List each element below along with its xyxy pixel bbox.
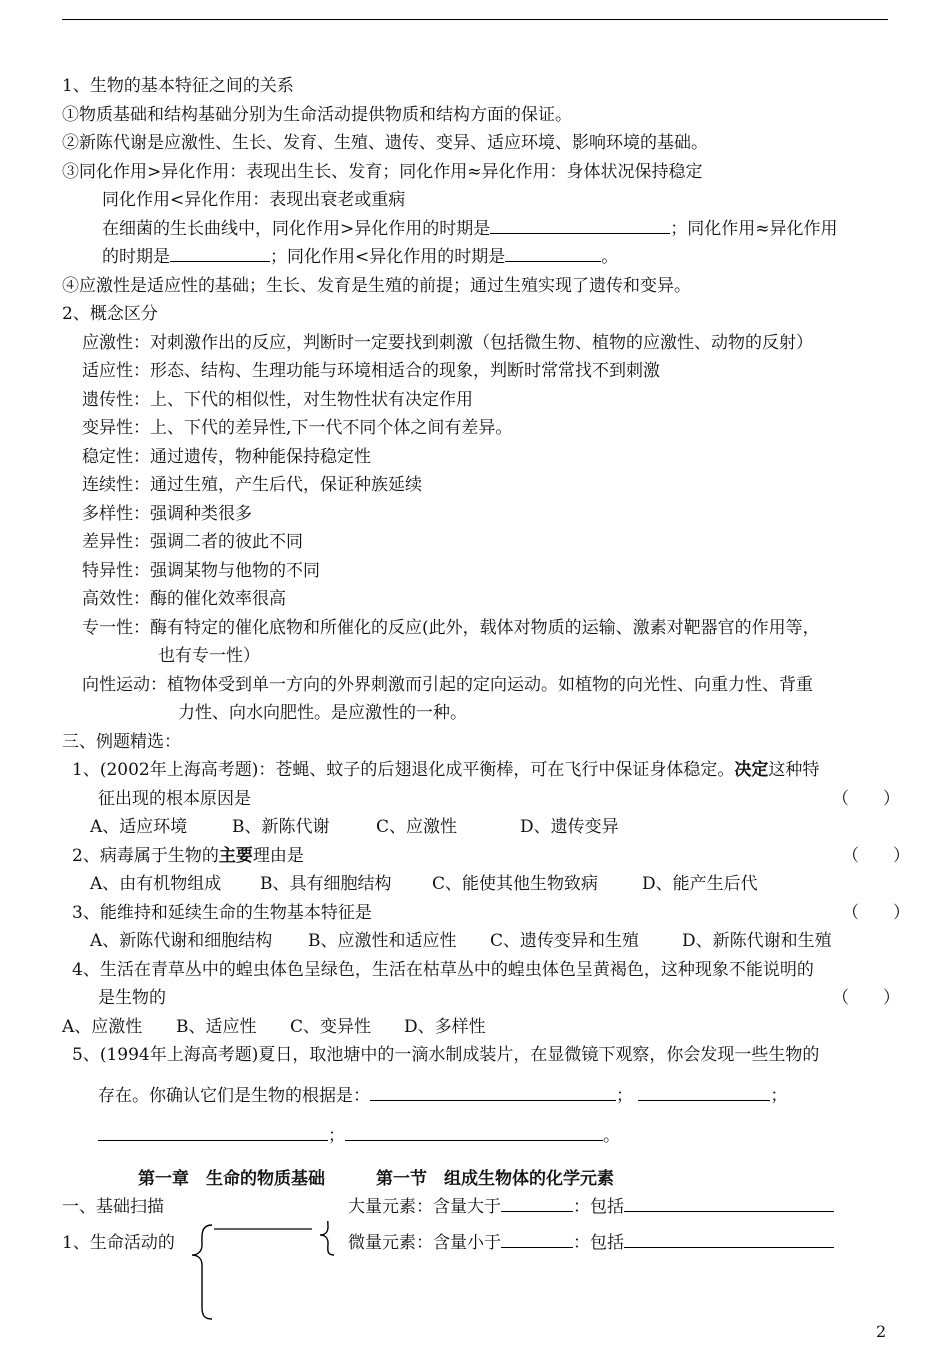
def-irritability: 应激性：对刺激作出的反应，判断时一定要找到刺激（包括微生物、植物的应激性、动物的反射）: [82, 332, 813, 353]
bacteria-curve-question-cont: [62, 243, 892, 272]
question-5-cont: [62, 1082, 892, 1111]
answer-paren-1[interactable]: （ ）: [832, 788, 900, 809]
question-5: 5、(1994年上海高考题)夏日，取池塘中的一滴水制成装片，在显微镜下观察，你会发现一些生物的: [72, 1045, 820, 1065]
question-1-options: [62, 813, 892, 842]
macro-list-blank[interactable]: [624, 1194, 834, 1212]
def-continuity: 连续性：通过生殖，产生后代，保证种族延续: [82, 475, 422, 495]
bacteria-text-e: 。: [601, 247, 619, 267]
option-a[interactable]: A、适应环境: [90, 817, 188, 837]
option-a[interactable]: A、应激性: [62, 1016, 143, 1037]
question-3-text: 3、能维持和延续生命的生物基本特征是: [72, 902, 372, 923]
question-4-cont: [62, 984, 900, 1013]
answer-blank-3[interactable]: [505, 244, 601, 262]
question-3-options: [62, 927, 892, 956]
answer-paren-4[interactable]: （ ）: [832, 988, 900, 1008]
relation-2: ②新陈代谢是应激性、生长、发育、生殖、遗传、变异、适应环境、影响环境的基础。: [62, 133, 708, 153]
option-b[interactable]: B、新陈代谢: [232, 817, 330, 837]
header-rule: [62, 19, 888, 20]
relation-3-cont: 同化作用<异化作用：表现出衰老或重病: [102, 190, 406, 210]
micro-list-blank[interactable]: [624, 1230, 834, 1248]
answer-blank-4[interactable]: [370, 1083, 616, 1101]
question-2-options: [62, 870, 892, 899]
section-2-title: 2、概念区分: [62, 304, 158, 324]
option-c[interactable]: C、应激性: [376, 817, 458, 837]
bacteria-text-d: ；同化作用<异化作用的时期是: [270, 247, 506, 267]
question-2: [62, 842, 910, 871]
question-5-stem: 存在。你确认它们是生物的根据是：: [98, 1085, 370, 1106]
chapter-heading: 第一章 生命的物质基础 第一节 组成生物体的化学元素: [138, 1168, 614, 1189]
def-heredity: 遗传性：上、下代的相似性，对生物性状有决定作用: [82, 389, 473, 410]
question-1-text-end: 这种特: [768, 760, 820, 780]
answer-blank-1[interactable]: [490, 216, 670, 234]
option-d[interactable]: D、能产生后代: [642, 874, 758, 894]
option-c[interactable]: C、遗传变异和生殖: [490, 931, 640, 951]
def-difference: 差异性：强调二者的彼此不同: [82, 532, 303, 552]
option-b[interactable]: B、应激性和适应性: [308, 931, 457, 951]
question-2-emphasis: 主要: [218, 845, 253, 866]
answer-blank-7[interactable]: [345, 1123, 603, 1141]
macro-threshold-blank[interactable]: [501, 1194, 573, 1212]
element-classification-diagram: [62, 1193, 892, 1323]
relation-3: ③同化作用>异化作用：表现出生长、发育；同化作用≈异化作用：身体状况保持稳定: [62, 161, 703, 182]
option-a[interactable]: A、由有机物组成: [90, 874, 222, 894]
basic-scan-heading: 一、基础扫描: [62, 1197, 164, 1217]
relation-1: ①物质基础和结构基础分别为生命活动提供物质和结构方面的保证。: [62, 104, 572, 125]
answer-paren-2[interactable]: （ ）: [842, 845, 910, 866]
answer-blank-6[interactable]: [98, 1123, 328, 1141]
question-4-options: [62, 1013, 892, 1042]
question-5-cont-2: [62, 1122, 892, 1151]
brace-diagram: [192, 1221, 342, 1321]
bacteria-curve-question: [62, 215, 892, 244]
macro-includes-label: ：包括: [573, 1197, 624, 1217]
def-substrate-specificity-cont: 也有专一性）: [158, 646, 260, 666]
question-1-stem: 征出现的根本原因是: [98, 788, 251, 809]
option-b[interactable]: B、具有细胞结构: [260, 874, 392, 894]
macro-elements-row: [348, 1193, 834, 1222]
document-body: [62, 72, 910, 1323]
def-tropism: 向性运动：植物体受到单一方向的外界刺激而引起的定向运动。如植物的向光性、向重力性、背重: [82, 674, 813, 695]
def-adaptability: 适应性：形态、结构、生理功能与环境相适合的现象，判断时常常找不到刺激: [82, 361, 660, 381]
relation-4: ④应激性是适应性的基础；生长、发育是生殖的前提；通过生殖实现了遗传和变异。: [62, 275, 691, 296]
question-1: [62, 756, 892, 785]
macro-elements-label: 大量元素：含量大于: [348, 1197, 501, 1217]
inner-brace: [320, 1221, 334, 1255]
option-d[interactable]: D、多样性: [404, 1016, 486, 1037]
question-1-cont: [62, 785, 900, 814]
period: 。: [603, 1126, 620, 1146]
micro-threshold-blank[interactable]: [501, 1230, 573, 1248]
micro-includes-label: ：包括: [573, 1233, 624, 1253]
micro-elements-label: 微量元素：含量小于: [348, 1233, 501, 1253]
option-c[interactable]: C、变异性: [290, 1016, 372, 1037]
question-3: [62, 899, 910, 928]
option-b[interactable]: B、适应性: [176, 1016, 257, 1037]
def-efficiency: 高效性：酶的催化效率很高: [82, 589, 286, 609]
question-2-text-end: 理由是: [252, 845, 304, 866]
question-1-emphasis: 决定: [734, 760, 769, 780]
question-4: 4、生活在青草丛中的蝗虫体色呈绿色，生活在枯草丛中的蝗虫体色呈黄褐色，这种现象不能说明的: [72, 959, 814, 980]
question-1-text: 1、(2002年上海高考题)：苍蝇、蚊子的后翅退化成平衡棒，可在飞行中保证身体稳定。: [72, 760, 735, 780]
bacteria-text-c: 的时期是: [102, 247, 170, 267]
semicolon: ；: [770, 1085, 788, 1106]
option-d[interactable]: D、新陈代谢和生殖: [682, 931, 832, 951]
bacteria-text-a: 在细菌的生长曲线中，同化作用>异化作用的时期是: [102, 218, 491, 239]
bacteria-text-b: ；同化作用≈异化作用: [670, 218, 838, 239]
page-number: 2: [876, 1322, 887, 1341]
option-c[interactable]: C、能使其他生物致病: [432, 874, 599, 894]
def-specificity: 特异性：强调某物与他物的不同: [82, 560, 320, 581]
question-4-stem: 是生物的: [98, 988, 166, 1008]
answer-blank-2[interactable]: [170, 244, 270, 262]
def-tropism-cont: 力性、向水向肥性。是应激性的一种。: [178, 703, 467, 723]
section-1-title: 1、生物的基本特征之间的关系: [62, 76, 294, 96]
section-3-title: 三、例题精选：: [62, 731, 181, 752]
answer-paren-3[interactable]: （ ）: [842, 902, 910, 923]
def-substrate-specificity: 专一性：酶有特定的催化底物和所催化的反应(此外，载体对物质的运输、激素对靶器官的作用等，: [82, 617, 820, 638]
micro-elements-row: [348, 1229, 834, 1258]
def-stability: 稳定性：通过遗传，物种能保持稳定性: [82, 446, 371, 467]
semicolon: ；: [328, 1126, 345, 1146]
answer-blank-5[interactable]: [638, 1083, 770, 1101]
semicolon: ；: [616, 1085, 633, 1106]
question-2-text: 2、病毒属于生物的: [72, 845, 219, 866]
def-variability: 变异性：上、下代的差异性,下一代不同个体之间有差异。: [82, 418, 513, 438]
option-d[interactable]: D、遗传变异: [520, 817, 619, 837]
life-activity-label: 1、生命活动的: [62, 1233, 175, 1253]
def-diversity: 多样性：强调种类很多: [82, 503, 252, 524]
outer-brace: [192, 1225, 212, 1319]
option-a[interactable]: A、新陈代谢和细胞结构: [90, 931, 273, 951]
